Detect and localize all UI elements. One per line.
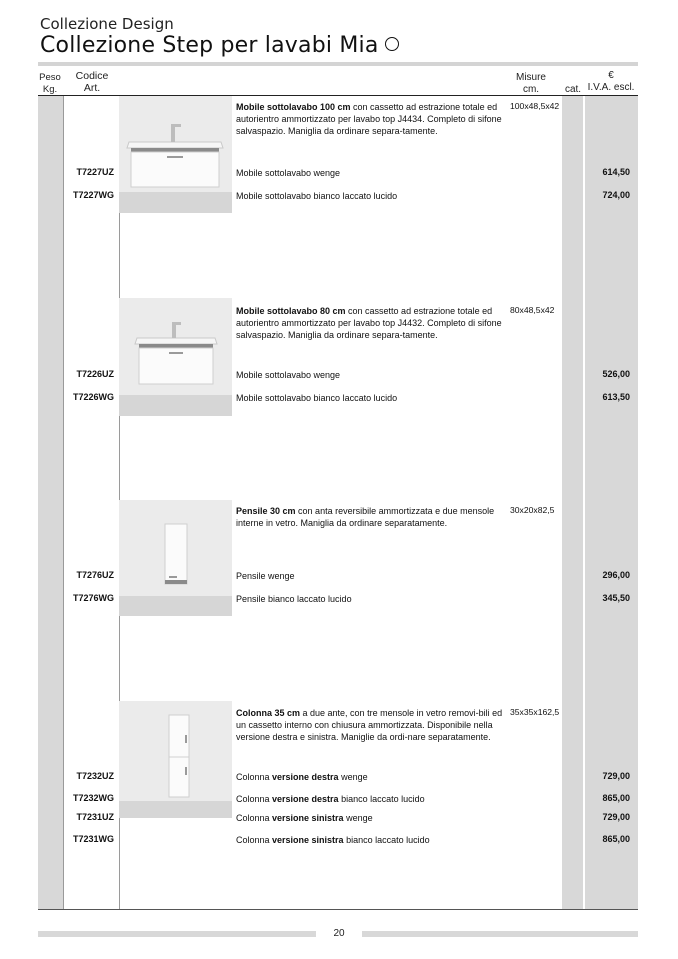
variant-label-bold: versione destra: [272, 794, 339, 804]
variant-label-pre: Colonna: [236, 794, 273, 804]
variant-price: 614,50: [602, 167, 630, 177]
header-divider: [38, 62, 638, 66]
article-code: T7231WG: [72, 834, 114, 844]
variant-label: [236, 190, 504, 202]
product-description-wall-cabinet: [236, 505, 504, 529]
article-code: T7232UZ: [76, 771, 114, 781]
col-header-misure-label: Misure: [515, 72, 546, 83]
variant-label-text: Mobile sottolavabo wenge: [236, 168, 341, 178]
variant-price: 345,50: [602, 593, 630, 603]
table-bottom-rule: [38, 909, 638, 910]
cat-column: [562, 96, 583, 909]
article-code: T7226WG: [72, 392, 114, 402]
article-code: T7231UZ: [76, 812, 114, 822]
variant-price: 729,00: [602, 812, 630, 822]
col-header-codice: [64, 70, 120, 94]
variant-label: [236, 167, 504, 179]
variant-label-bold: versione sinistra: [272, 835, 344, 845]
variant-label-text: Mobile sottolavabo wenge: [236, 370, 341, 380]
collection-subtitle: Collezione Design: [40, 15, 174, 33]
peso-column: [38, 96, 63, 909]
variant-price: 865,00: [602, 834, 630, 844]
variant-label-pre: Colonna: [236, 813, 273, 823]
variant-label-pre: Colonna: [236, 772, 273, 782]
article-code: T7276WG: [72, 593, 114, 603]
footer-bar-right: [362, 931, 638, 937]
variant-price: 724,00: [602, 190, 630, 200]
col-header-peso: [38, 72, 62, 96]
variant-label-bold: versione sinistra: [272, 813, 344, 823]
variant-label: [236, 793, 504, 805]
col-header-euro-label: €: [608, 70, 614, 81]
vanity-unit-80-illustration: [119, 298, 232, 416]
variant-label-text: Mobile sottolavabo bianco laccato lucido: [236, 191, 398, 201]
variant-label: [236, 392, 504, 404]
product-description-column: [236, 707, 504, 743]
variant-label: [236, 771, 504, 783]
variant-price: 526,00: [602, 369, 630, 379]
page-title: [40, 33, 399, 58]
product-name: Pensile 30 cm: [236, 506, 296, 516]
variant-label: [236, 570, 504, 582]
article-code: T7276UZ: [76, 570, 114, 580]
variant-label-text: Mobile sottolavabo bianco laccato lucido: [236, 393, 398, 403]
product-measure: 35x35x162,5: [510, 707, 560, 717]
article-code: T7226UZ: [76, 369, 114, 379]
col-header-misure: [504, 72, 558, 96]
variant-label-post: wenge: [343, 813, 373, 823]
product-description-vanity-80: [236, 305, 504, 341]
variant-price: 729,00: [602, 771, 630, 781]
product-measure: 80x48,5x42: [510, 305, 555, 315]
col-header-peso-label: Peso: [39, 72, 61, 83]
product-description-vanity-100: [236, 101, 504, 137]
variant-label-post: bianco laccato lucido: [343, 835, 430, 845]
variant-label-post: bianco laccato lucido: [338, 794, 425, 804]
product-desc-text: con cassetto ad estrazione totale ed autorientro ammortizzato per lavabo top J4434. Completo di sifone salvaspazio. Maniglia da ordinare separa-tamente.: [236, 102, 502, 136]
product-desc-text: con anta reversibile ammortizzata e due mensole interne in vetro. Maniglia da ordinare separatamente.: [236, 506, 495, 528]
product-image-wall-cabinet: [119, 500, 232, 616]
variant-label-bold: versione destra: [272, 772, 339, 782]
product-measure: 30x20x82,5: [510, 505, 555, 515]
variant-label-post: wenge: [338, 772, 368, 782]
product-name: Mobile sottolavabo 80 cm: [236, 306, 346, 316]
variant-price: 613,50: [602, 392, 630, 402]
variant-price: 865,00: [602, 793, 630, 803]
column-cabinet-illustration: [119, 701, 232, 818]
variant-label: [236, 593, 504, 605]
product-image-vanity-80: [119, 298, 232, 416]
wall-cabinet-illustration: [119, 500, 232, 616]
col-header-cat: cat.: [564, 84, 582, 95]
variant-label: [236, 834, 504, 846]
variant-price: 296,00: [602, 570, 630, 580]
footer-bar-left: [38, 931, 316, 937]
col-header-kg-label: Kg.: [42, 84, 58, 95]
variant-label-text: Pensile bianco laccato lucido: [236, 594, 352, 604]
price-column: [585, 96, 638, 909]
col-header-codice-label: Codice: [75, 70, 109, 82]
page-number: 20: [333, 928, 345, 939]
page-title-text: Collezione Step per lavabi Mia: [40, 33, 379, 58]
product-desc-text: con cassetto ad estrazione totale ed autorientro ammortizzato per lavabo top J4432. Completo di sifone salvaspazio. Maniglia da ordinare separa-tamente.: [236, 306, 502, 340]
product-name: Mobile sottolavabo 100 cm: [236, 102, 351, 112]
variant-label: [236, 812, 504, 824]
product-measure: 100x48,5x42: [510, 101, 560, 111]
column-divider: [63, 96, 64, 909]
col-header-cm-label: cm.: [522, 84, 540, 95]
col-header-iva-label: I.V.A. escl.: [587, 82, 635, 93]
col-header-art-label: Art.: [83, 82, 101, 94]
variant-label-pre: Colonna: [236, 835, 273, 845]
variant-label: [236, 369, 504, 381]
article-code: T7232WG: [72, 793, 114, 803]
article-code: T7227WG: [72, 190, 114, 200]
product-desc-text: a due ante, con tre mensole in vetro removi-bili ed un cassetto interno con chiusura ammortizzata. Disponibile nella versione destra e sinistra. Maniglie da ordi-nare separatamente.: [236, 708, 503, 742]
circle-icon: [385, 37, 399, 51]
product-name: Colonna 35 cm: [236, 708, 301, 718]
col-header-price: [584, 70, 638, 94]
article-code: T7227UZ: [76, 167, 114, 177]
product-image-vanity-100: [119, 96, 232, 213]
product-image-column: [119, 701, 232, 818]
vanity-unit-100-illustration: [119, 96, 232, 213]
variant-label-text: Pensile wenge: [236, 571, 295, 581]
